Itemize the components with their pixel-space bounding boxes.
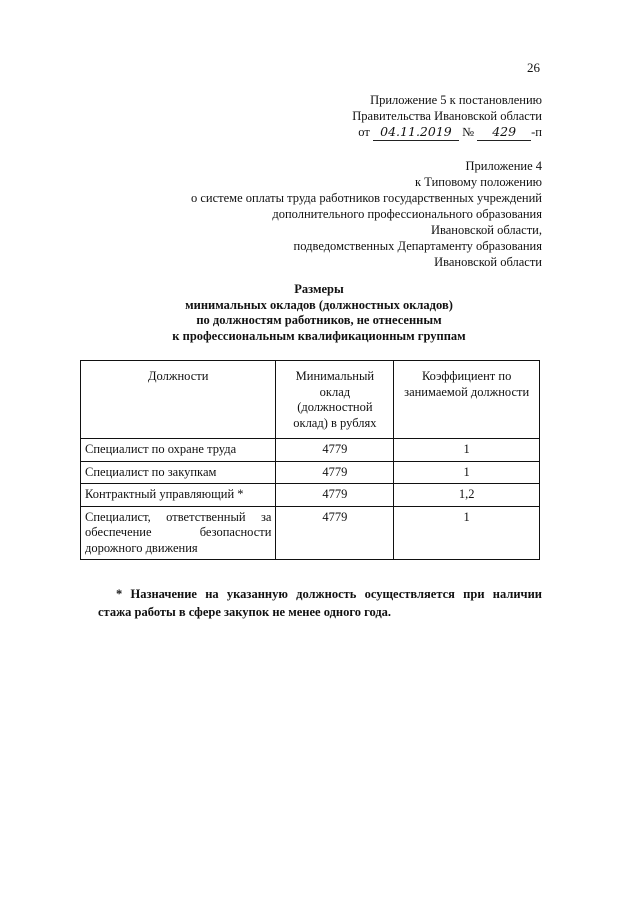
- appendix-5-header: [352, 92, 542, 141]
- number-sign: №: [462, 125, 475, 139]
- appendix-4-line: Ивановской области: [434, 255, 542, 269]
- cell-salary: 4779: [276, 461, 394, 484]
- appendix-5-line: Правительства Ивановской области: [352, 109, 542, 123]
- cell-position: Специалист, ответственный за обеспечение безопасности дорожного движения: [81, 506, 276, 560]
- cell-position: Специалист по закупкам: [81, 461, 276, 484]
- table-row: [81, 439, 540, 462]
- handwritten-number: 429: [477, 124, 531, 141]
- cell-salary: 4779: [276, 439, 394, 462]
- cell-salary: 4779: [276, 506, 394, 560]
- number-suffix: -п: [531, 125, 542, 139]
- title-line: по должностям работников, не отнесенным: [196, 313, 442, 327]
- cell-position: Контрактный управляющий *: [81, 484, 276, 507]
- title-line: Размеры: [294, 282, 344, 296]
- page-number: 26: [527, 60, 540, 75]
- appendix-4-line: Приложение 4: [465, 159, 542, 173]
- column-header-salary: Минимальный оклад (должностной оклад) в рублях: [276, 361, 394, 439]
- salary-table: [80, 360, 540, 560]
- appendix-4-line: Ивановской области,: [430, 223, 542, 237]
- table-row: [81, 506, 540, 560]
- table-row: [81, 461, 540, 484]
- document-title: [96, 282, 542, 344]
- cell-salary: 4779: [276, 484, 394, 507]
- cell-coefficient: 1: [394, 461, 540, 484]
- table-row: [81, 484, 540, 507]
- column-header-coefficient: Коэффициент по занимаемой должности: [394, 361, 540, 439]
- footnote: * Назначение на указанную должность осуществляется при наличии стажа работы в сфере закупок не менее одного года.: [98, 587, 542, 619]
- cell-coefficient: 1: [394, 439, 540, 462]
- appendix-4-line: о системе оплаты труда работников государственных учреждений: [190, 191, 542, 205]
- cell-coefficient: 1,2: [394, 484, 540, 507]
- column-header-positions: Должности: [81, 361, 276, 439]
- cell-coefficient: 1: [394, 506, 540, 560]
- cell-position: Специалист по охране труда: [81, 439, 276, 462]
- appendix-4-header: [191, 158, 542, 270]
- handwritten-date: 04.11.2019: [373, 124, 459, 141]
- appendix-5-date-number: [352, 124, 542, 141]
- title-line: минимальных окладов (должностных окладов): [185, 297, 453, 312]
- title-line: к профессиональным квалификационным группам: [172, 328, 466, 343]
- appendix-4-line: к Типовому положению: [415, 175, 542, 189]
- from-label: от: [358, 125, 370, 139]
- appendix-5-line: Приложение 5 к постановлению: [370, 93, 542, 107]
- appendix-4-line: подведомственных Департаменту образования: [293, 239, 542, 253]
- appendix-4-line: дополнительного профессионального образования: [272, 207, 542, 221]
- table-header-row: [81, 361, 540, 439]
